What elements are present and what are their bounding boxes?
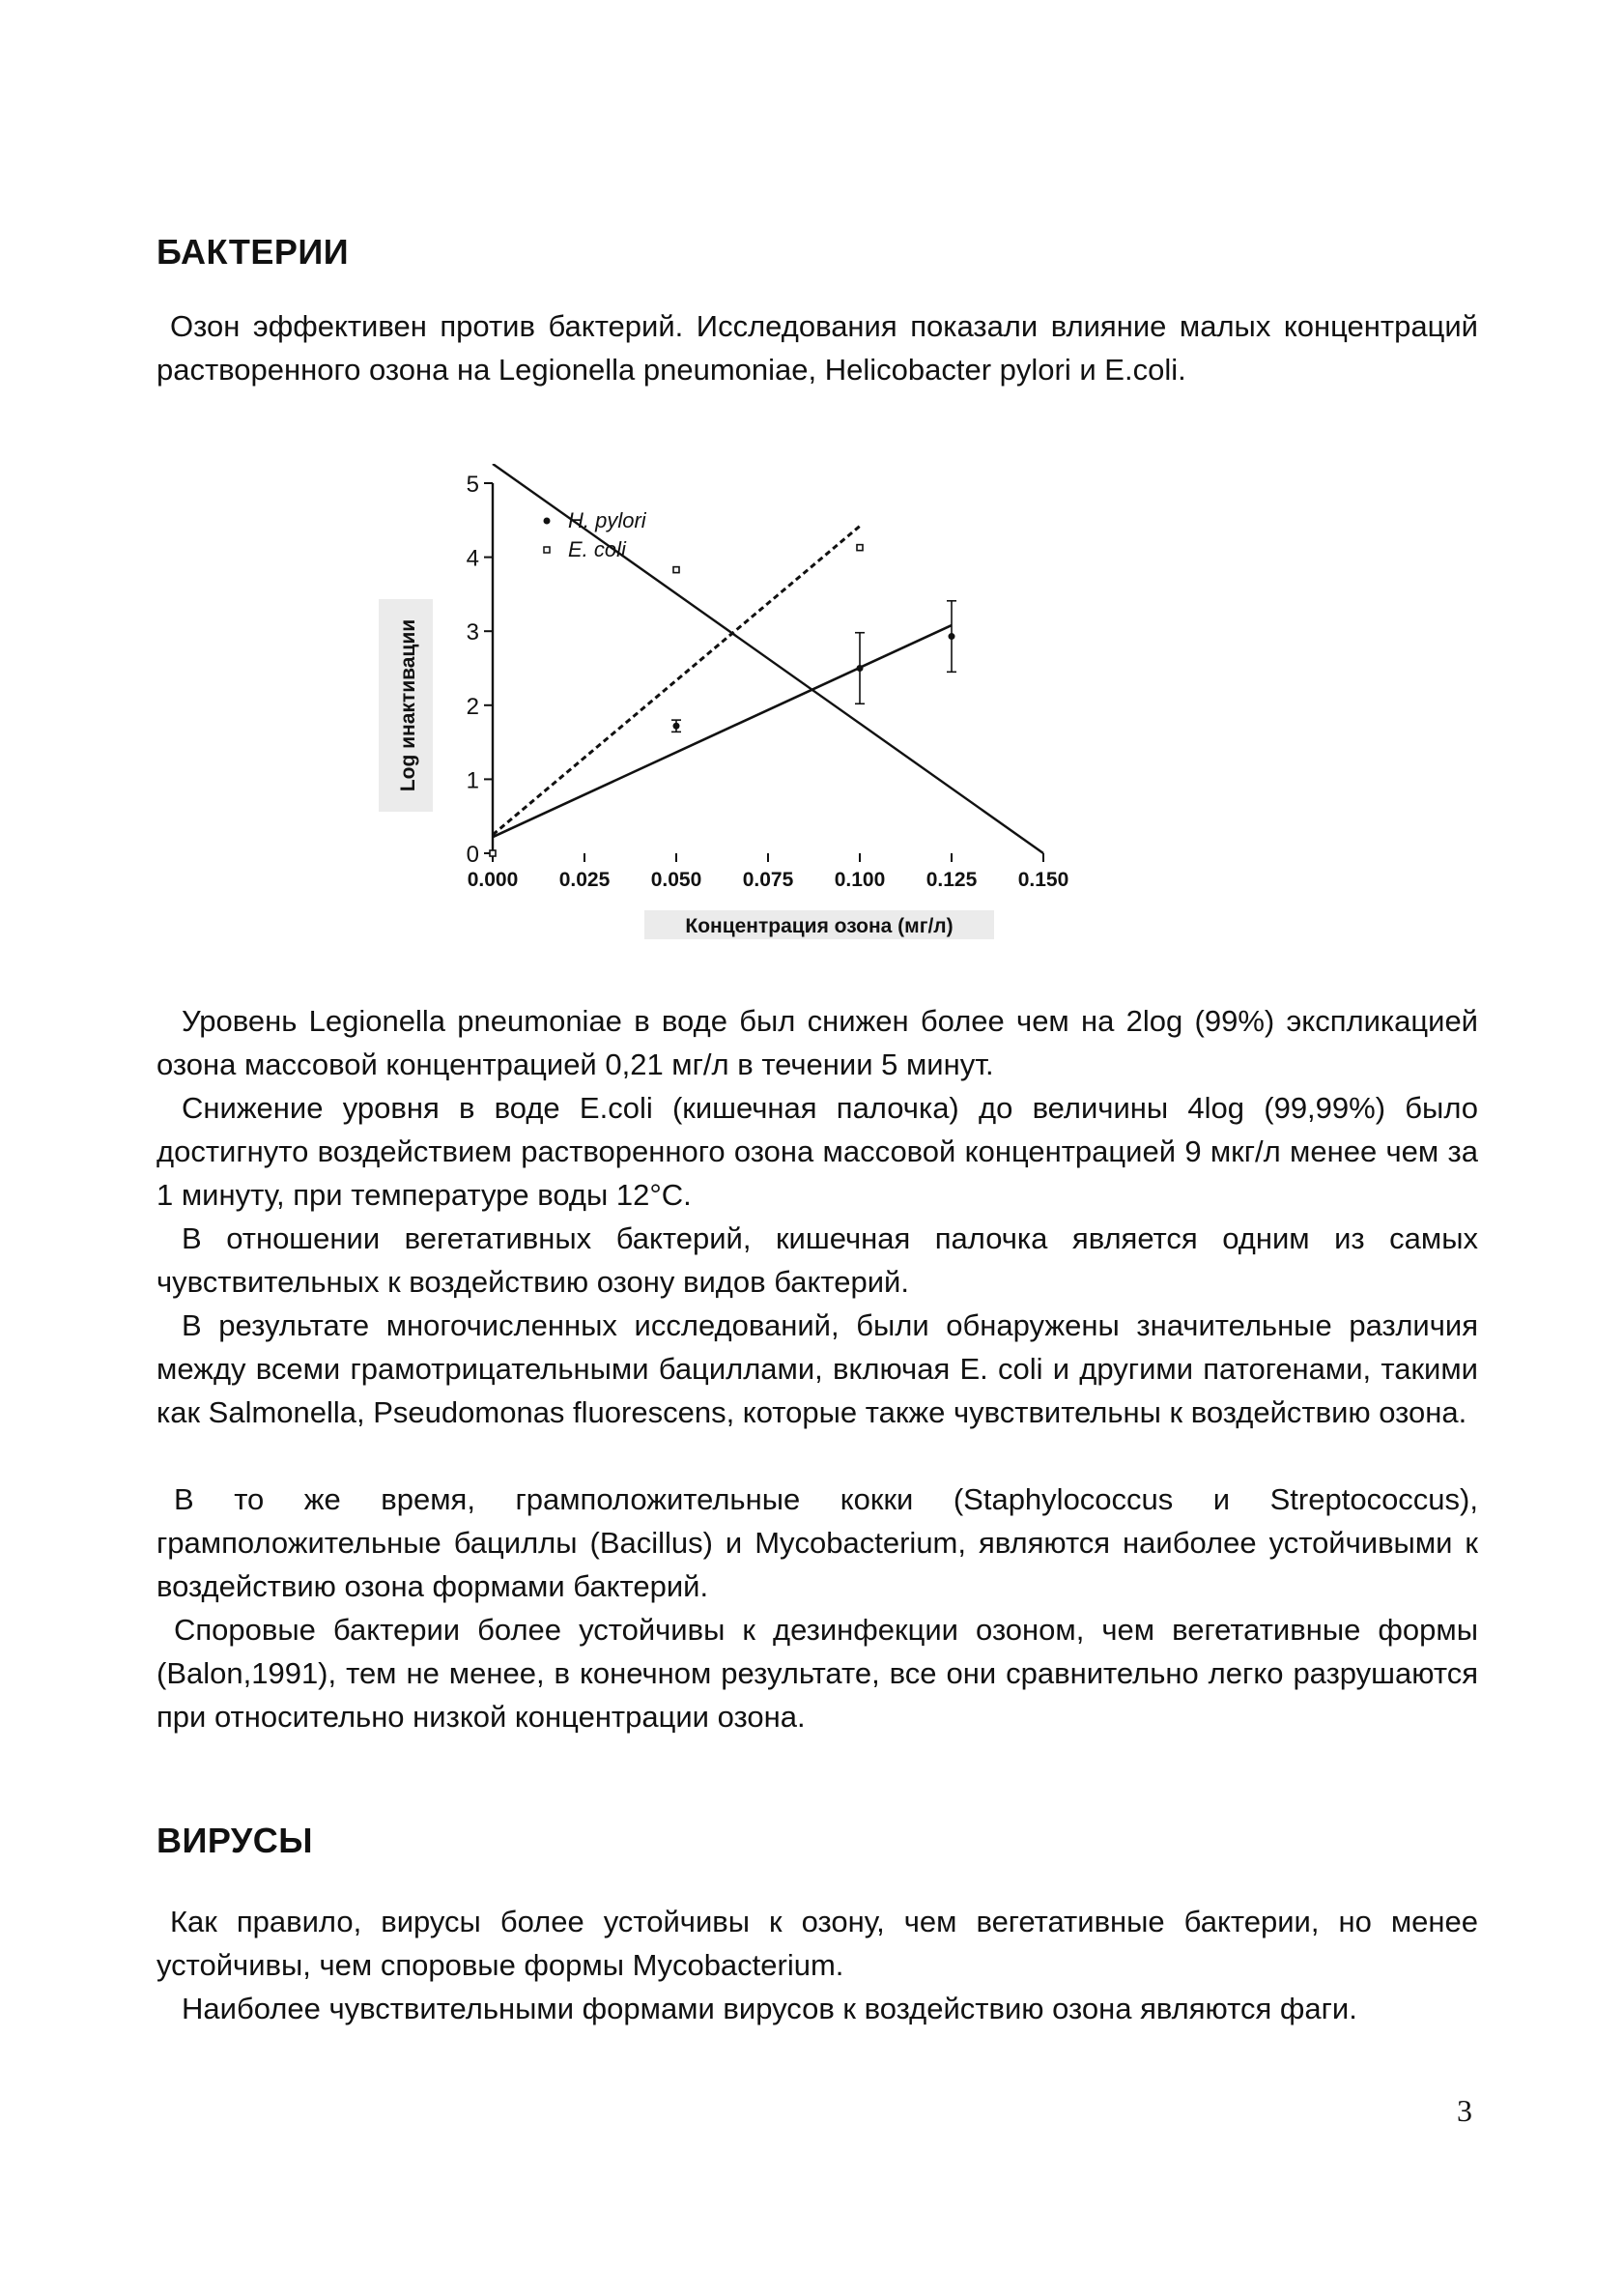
page-number: 3 <box>1457 2093 1472 2128</box>
viruses-paragraph-1: Как правило, вирусы более устойчивы к озону, чем вегетативные бактерии, но менее устойчивы, чем споровые формы Mycobacterium. <box>157 1905 1478 1982</box>
y-axis-title: Log инактивации <box>397 618 419 792</box>
data-point-e-coli <box>490 850 496 856</box>
y-tick-label: 5 <box>466 472 479 498</box>
x-tick-label: 0.125 <box>925 869 978 891</box>
bacteria-heading: БАКТЕРИИ <box>157 232 350 272</box>
data-point-e-coli <box>857 545 863 551</box>
bacteria-paragraph-1: Уровень Legionella pneumoniae в воде был снижен более чем на 2log (99%) экспликацией озона массовой концентрацией 0,21 мг/л в течении 5 минут. <box>157 1004 1478 1081</box>
bacteria-intro: Озон эффективен против бактерий. Исследования показали влияние малых концентраций растворенного озона на Legionella pneumoniae, Helicobacter pylori и E.coli. <box>157 309 1478 387</box>
bacteria-paragraph-4: В результате многочисленных исследований, были обнаружены значительные различия между всеми грамотрицательными бациллами, включая E. coli и другими патогенами, такими как Salmonella, Pseudomonas fluorescens, которые также чувствительны к воздействию озона. <box>157 1308 1478 1429</box>
x-axis-title: Концентрация озона (мг/л) <box>685 915 954 937</box>
data-point-h-pylori <box>857 665 864 672</box>
y-tick-label: 2 <box>466 693 479 720</box>
data-point-h-pylori <box>949 633 955 640</box>
bacteria-paragraph-5: В то же время, грамположительные кокки (Staphylococcus и Streptococcus), грамположительные бациллы (Bacillus) и Mycobacterium, являются наиболее устойчивыми к воздействию озона формами бактерий. <box>157 1482 1478 1603</box>
viruses-paragraph-2: Наиболее чувствительными формами вирусов к воздействию озона являются фаги. <box>182 1992 1357 2025</box>
x-tick-label: 0.050 <box>650 869 702 891</box>
viruses-heading: ВИРУСЫ <box>157 1821 314 1860</box>
y-tick-label: 1 <box>466 767 479 794</box>
x-tick-label: 0.150 <box>1017 869 1069 891</box>
x-tick-label: 0.025 <box>558 869 611 891</box>
bacteria-paragraph-6: Споровые бактерии более устойчивы к дезинфекции озоном, чем вегетативные формы (Balon,1991), тем не менее, в конечном результате, все они сравнительно легко разрушаются при относительно низкой концентрации озона. <box>157 1613 1478 1734</box>
y-tick-label: 4 <box>466 545 479 572</box>
x-tick-label: 0.075 <box>742 869 794 891</box>
inactivation-chart <box>379 464 1084 947</box>
x-tick-label: 0.100 <box>834 869 886 891</box>
legend-label-h-pylori: H. pylori <box>568 508 646 532</box>
y-tick-label: 3 <box>466 619 479 646</box>
data-point-h-pylori <box>673 723 680 730</box>
chart-svg <box>379 464 1084 947</box>
x-tick-label: 0.000 <box>467 869 519 891</box>
bacteria-paragraph-2: Снижение уровня в воде E.coli (кишечная палочка) до величины 4log (99,99%) было достигнуто воздействием растворенного озона массовой концентрацией 9 мкг/л менее чем за 1 минуту, при температуре воды 12°C. <box>157 1091 1478 1212</box>
legend-label-e-coli: E. coli <box>568 537 626 561</box>
data-point-e-coli <box>673 567 679 573</box>
bacteria-paragraph-3: В отношении вегетативных бактерий, кишечная палочка является одним из самых чувствительных к воздействию озону видов бактерий. <box>157 1221 1478 1299</box>
legend-marker-h-pylori <box>544 518 551 525</box>
y-tick-label: 0 <box>466 842 479 868</box>
